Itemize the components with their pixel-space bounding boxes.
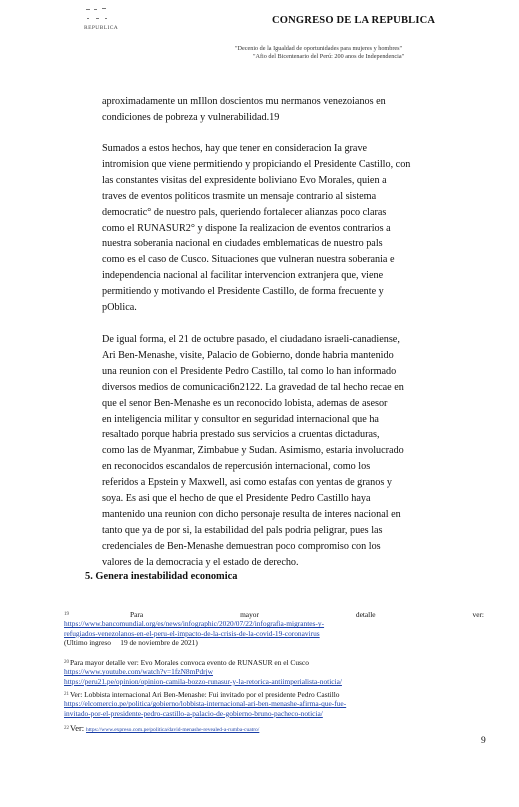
text-line: tanto que ya de por si, la estabilidad del pals podria peligrar, pues las [102, 524, 383, 536]
footnote-access-date: (Ultimo ingreso 19 de noviembre de 2021) [64, 638, 198, 648]
footnote-text: Ver: Lobbista internacional Ari Ben-Menashe: Fui invitado por el presidente Pedro Castillo [70, 690, 340, 699]
header-motto-2: "Afio del Bicentenario del Perú: 200 anos de Independencia" [253, 53, 405, 60]
footnote-link[interactable]: https://peru21.pe/opinion/opinion-camila-bozzo-runasur-y-la-retorica-antiimperialista-noticia/ [64, 676, 342, 686]
footnote-word: ver: [472, 610, 484, 619]
text-line: De igual forma, el 21 de octubre pasado, el ciudadano israeli-canadiense, [102, 334, 400, 345]
footnote-label: Ver: [70, 723, 85, 733]
text-line: como el RUNASUR2° y dispone Ia realizacion de eventos contrarios a [102, 222, 391, 234]
footnote-19-line [64, 610, 484, 619]
footnote-21 [64, 690, 484, 718]
footnote-number: 20 [64, 660, 69, 665]
footnote-link[interactable]: invitado-por-el-presidente-pedro-castillo-a-palacio-de-gobierno-bruno-pacheco-noticia/ [64, 708, 323, 718]
text-line: traves de eventos politicos trasmite un mensaje contrario al sistema [102, 190, 377, 202]
footnote-link[interactable]: https://www.expreso.com.pe/politica/david-menashe-revealed-a-rumba-cuatro/ [86, 727, 260, 733]
page-number: 9 [481, 736, 486, 746]
text-line: aproximadamente un mIllon doscientos mu nermanos venezoianos en [102, 96, 386, 107]
text-line: independencia nacional al facilitar intervencion extranjera que, viene [102, 270, 384, 282]
text-line: pOblica. [102, 302, 137, 314]
text-line: Sumados a estos hechos, hay que tener en consideracion Ia grave [102, 143, 368, 154]
text-line: una reunion con el Presidente Pedro Castillo, tal como lo han informado [102, 365, 397, 377]
text-line: como es el caso de Cusco. Situaciones que vulneran nuestra soberania e [102, 254, 395, 266]
text-line: mantenido una reunion con dicho personaje resulta de interes nacional en [102, 508, 401, 520]
footnote-22 [64, 724, 484, 735]
paragraph-3 [102, 332, 448, 571]
text-line: condiciones de pobreza y vulnerabilidad.19 [102, 111, 280, 123]
text-line: credenciales de Ben-Menashe demuestran poco compromiso con los [102, 540, 381, 552]
text-line: las constantes visitas del expresidente boliviano Evo Morales, quien a [102, 174, 387, 186]
header-motto-1: "Decenio de la Igualdad de oportunidades para mujeres y hombres" [235, 45, 403, 52]
paragraph-2 [102, 141, 448, 316]
text-line: en inteligencia militar y consultor en seguridad internacional que ha [102, 413, 379, 425]
text-line: democratic° de nuestro pals, queriendo fortalecer alianzas poco claras [102, 206, 387, 218]
footnote-link[interactable]: https://elcomercio.pe/politica/gobierno/lobbista-internacional-ari-ben-menashe-afirma-que-fue- [64, 699, 347, 709]
header-title: CONGRESO DE LA REPUBLICA [272, 15, 436, 26]
footnote-number: 21 [64, 692, 69, 697]
footnote-word: mayor [240, 610, 259, 619]
footnote-19 [64, 610, 484, 648]
congress-logo [84, 6, 114, 24]
logo-caption: REPUBLICA [84, 25, 119, 31]
text-line: en reconocidos escandalos de repercusión internacional, como los [102, 461, 371, 473]
paragraph-1 [102, 94, 448, 126]
text-line: que el senor Ben-Menashe es un reconocido lobista, ademas de asesor [102, 397, 388, 409]
footnote-number: 19 [64, 612, 69, 617]
text-line: como las de Myanmar, Zimbabue y Sudan. Asimismo, estaria involucrado [102, 445, 404, 457]
text-line: resaltado porque habria prestado sus servicios a cruentas dictaduras, [102, 429, 380, 441]
text-line: referidos a Epstein y Maxwell, asi como estafas con yentas de granos y [102, 477, 392, 489]
text-line: valores de la democracia y el estado de derecho. [102, 556, 299, 568]
footnote-link[interactable]: https://www.youtube.com/watch?v=1fzN8mPdrjw [64, 667, 214, 677]
footnote-number: 22 [64, 726, 69, 731]
footnote-20 [64, 658, 484, 686]
text-line: nuestra soberania nacional en ciudades emblematicas de nuestro pals [102, 238, 383, 250]
footnote-word: Para [130, 610, 144, 619]
text-line: soya. Es asi que el hecho de que el Presidente Pedro Castillo haya [102, 493, 371, 505]
footnote-word: detalle [355, 610, 376, 619]
footnote-link[interactable]: https://www.bancomundial.org/es/news/infographic/2020/07/22/infografia-migrantes-y- [64, 619, 325, 629]
section-heading: 5. Genera inestabilidad economica [85, 571, 238, 582]
text-line: intromision que viene permitiendo y propiciando el Presidente Castillo, con [102, 158, 411, 170]
footnote-link[interactable]: refugiados-venezolanos-en-el-peru-el-impacto-de-la-crisis-de-la-covid-19-coronavirus [64, 628, 320, 638]
text-line: diversos medios de comunicaci6n2122. La gravedad de tal hecho recae en [102, 381, 404, 393]
footnote-text: Para mayor detalle ver: Evo Morales convoca evento de RUNASUR en el Cusco [70, 658, 309, 667]
text-line: permitiendo y motivando el Presidente Castillo, de forma frecuente y [102, 286, 384, 298]
text-line: Ari Ben-Menashe, visite, Palacio de Gobierno, donde habria mantenido [102, 349, 394, 361]
